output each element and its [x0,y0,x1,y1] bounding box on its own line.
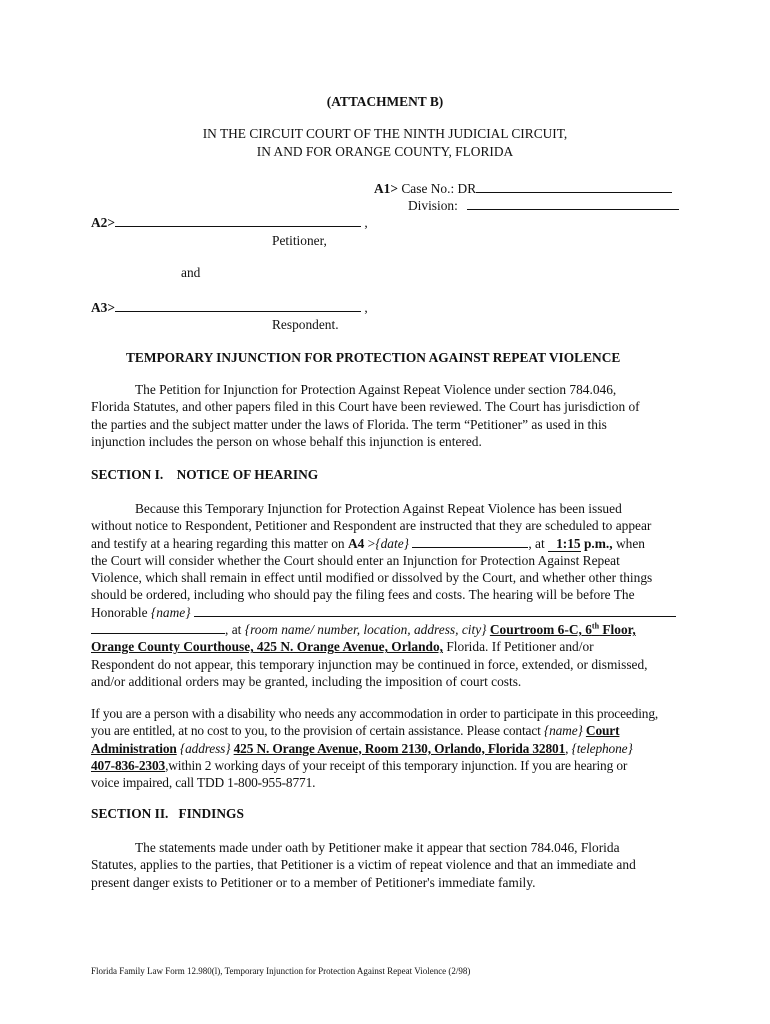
respondent-name-field[interactable] [115,299,361,312]
intro-paragraph [91,381,683,450]
courthouse-address: Orange County Courthouse, 425 N. Orange Avenue, Orlando, [91,639,444,655]
ada-contact-line: you are entitled, at no cost to you, to the provision of certain assistance. Please contact {name} Court [91,723,620,739]
intro-line: The Petition for Injunction for Protection Against Repeat Violence under section 784.046, [135,382,617,397]
petitioner-comma: , [364,215,368,230]
intro-line: Florida Statutes, and other papers filed in this Court have been reviewed. The Court has jurisdiction of [91,399,640,415]
division-label: Division: [408,198,458,213]
section-1-line: without notice to Respondent, Petitioner and Respondent are instructed that they are scheduled to appear [91,518,652,534]
petitioner-row [91,214,368,231]
case-number-row [374,180,672,197]
section-2-line: The statements made under oath by Petitioner make it appear that section 784.046, Florida [135,840,620,855]
telephone-placeholder: {telephone} [571,740,633,756]
a2-tag: A2> [91,215,115,230]
petitioner-label: Petitioner, [272,233,327,248]
and-text: and [181,265,201,280]
form-footer: Florida Family Law Form 12.980(l), Temporary Injunction for Protection Against Repeat Violence (2/98) [91,966,471,976]
intro-line: injunction includes the person on whose behalf this injunction is entered. [91,433,482,449]
respondent-label: Respondent. [272,317,339,332]
case-number-field[interactable] [476,180,672,193]
name-placeholder: {name} [150,604,191,620]
section-1-heading: SECTION I. NOTICE OF HEARING [91,467,319,482]
a1-tag: A1> [374,181,398,196]
section-1-line: Because this Temporary Injunction for Protection Against Repeat Violence has been issued [135,501,622,516]
intro-line: the parties and the subject matter under the laws of Florida. The term “Petitioner” as used in this [91,416,607,432]
contact-address-value: 425 N. Orange Avenue, Room 2130, Orlando, Florida 32801 [233,740,566,756]
section-2-paragraph [91,839,683,891]
section-1-line: should be ordered, including who should pay the filing fees and costs. The hearing will be before The [91,587,635,603]
a3-tag: A3> [91,300,115,315]
room-placeholder: {room name/ number, location, address, city} [244,622,487,638]
ada-address-line: Administration {address} 425 N. Orange Avenue, Room 2130, Orlando, Florida 32801, {telephone} [91,740,633,756]
contact-court-value: Court [585,723,620,739]
attachment-label: (ATTACHMENT B) [326,94,444,109]
respondent-comma: , [364,300,368,315]
courtroom-line: , at {room name/ number, location, address, city} Courtroom 6-C, 6th Floor, [91,621,683,638]
ada-line: voice impaired, call TDD 1-800-955-8771. [91,775,316,791]
courtroom-field[interactable] [91,621,225,634]
courtroom-value: Courtroom 6-C, 6th Floor, [489,621,636,638]
ada-phone-line: 407-836-2303,within 2 working days of your receipt of this temporary injunction. If you are hearing or [91,757,628,773]
section-2-line: Statutes, applies to the parties, that Petitioner is a victim of repeat violence and that an immediate and [91,857,636,873]
court-line-2: IN AND FOR ORANGE COUNTY, FLORIDA [256,144,514,159]
section-1-line: and/or additional orders may be granted, including the imposition of court costs. [91,673,522,689]
hearing-date-field[interactable] [412,535,528,548]
hearing-time-suffix: p.m., [580,535,613,551]
a4-tag: A4 [347,535,365,551]
contact-administration-value: Administration [91,740,177,756]
section-1-line: Violence, which shall remain in effect until modified or dissolved by the Court, and whether other things [91,570,653,586]
division-row [408,197,679,214]
section-1-line: the Court will consider whether the Court should enter an Injunction for Protection Against Repeat [91,552,620,568]
hearing-date-line: and testify at a hearing regarding this matter on A4 >{date} , at 1:15 p.m., when [91,535,645,551]
case-number-label: Case No.: DR [401,181,477,196]
document-title: TEMPORARY INJUNCTION FOR PROTECTION AGAINST REPEAT VIOLENCE [126,350,621,365]
ada-paragraph [91,705,683,791]
contact-phone-value: 407-836-2303 [91,757,166,773]
judge-name-line: Honorable {name} [91,604,683,621]
section-1-line: Respondent do not appear, this temporary injunction may be continued in force, extended, or dismissed, [91,656,648,672]
section-2-heading: SECTION II. FINDINGS [91,806,244,821]
ada-line: If you are a person with a disability who needs any accommodation in order to participate in this proceeding, [91,706,659,721]
division-field[interactable] [467,197,679,210]
judge-name-field[interactable] [194,604,676,617]
contact-name-placeholder: {name} [543,723,583,739]
courthouse-line: Orange County Courthouse, 425 N. Orange Avenue, Orlando, Florida. If Petitioner and/or [91,639,594,655]
address-placeholder: {address} [179,740,231,756]
respondent-row [91,299,368,316]
date-placeholder: {date} [375,535,409,551]
court-line-1: IN THE CIRCUIT COURT OF THE NINTH JUDICIAL CIRCUIT, [202,126,568,141]
section-1-paragraph [91,500,683,690]
petitioner-name-field[interactable] [115,214,361,227]
section-2-line: present danger exists to Petitioner or to a member of Petitioner's immediate family. [91,874,536,890]
hearing-time-value: 1:15 [548,536,581,552]
